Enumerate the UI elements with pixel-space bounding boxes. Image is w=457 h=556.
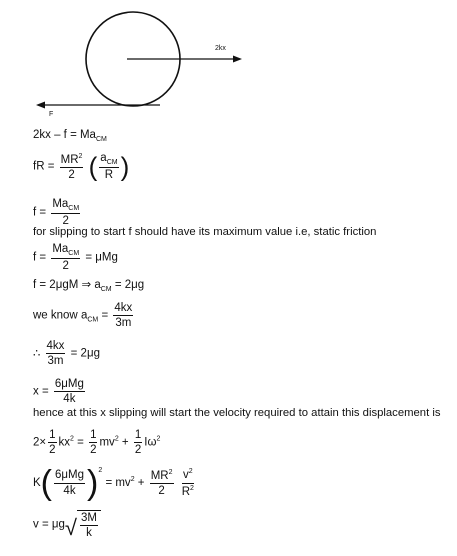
equation-8: x = $\frac{\text{6μMg}}{4k}$ xyxy=(33,378,84,406)
force-label-F: F xyxy=(49,111,54,118)
equation-10: K( $\frac{\text{6μMg}}{4k}$ )$^2 = mv^2$ + $\frac{MR^2}{2}$ $\frac{v^2}{R^2}$ xyxy=(33,464,194,502)
equation-2: fR = $\frac{MR^2}{2}$ ( $\frac{a_{CM}}{R}$ ) xyxy=(33,151,130,182)
equation-4: f = $\frac{Ma_{CM}}{2}$ = μMg xyxy=(33,243,118,273)
force-label-2kx: 2kx xyxy=(215,45,226,52)
force-arrow-right-head xyxy=(233,56,242,63)
text-velocity-required: hence at this x slipping will start the velocity required to attain this displacement is xyxy=(33,407,441,419)
equation-1: $2kx - f = Ma_{CM}$ xyxy=(33,129,107,143)
equation-6: we know $a_{CM}$ = $\frac{4kx}{3m}$ xyxy=(33,302,133,330)
equation-5: f = 2μgM ⇒ $a_{CM} = 2\mu g$ xyxy=(33,279,145,293)
equation-7: ∴ $\frac{4kx}{3m}$ = 2μg xyxy=(33,340,100,368)
equation-11: v = μg √ $\frac{3M}{k}$ xyxy=(33,510,101,539)
disc-force-diagram xyxy=(0,0,457,125)
equation-3: f = $\frac{Ma_{CM}}{2}$ xyxy=(33,198,80,228)
text-slipping-condition: for slipping to start f should have its maximum value i.e, static friction xyxy=(33,226,377,238)
equation-9: 2× $\frac{1}{2}$ $kx^2$ = $\frac{1}{2}$ $mv^2$ + $\frac{1}{2}$ $I\omega^2$ xyxy=(33,429,161,457)
force-arrow-left-head xyxy=(36,102,45,109)
